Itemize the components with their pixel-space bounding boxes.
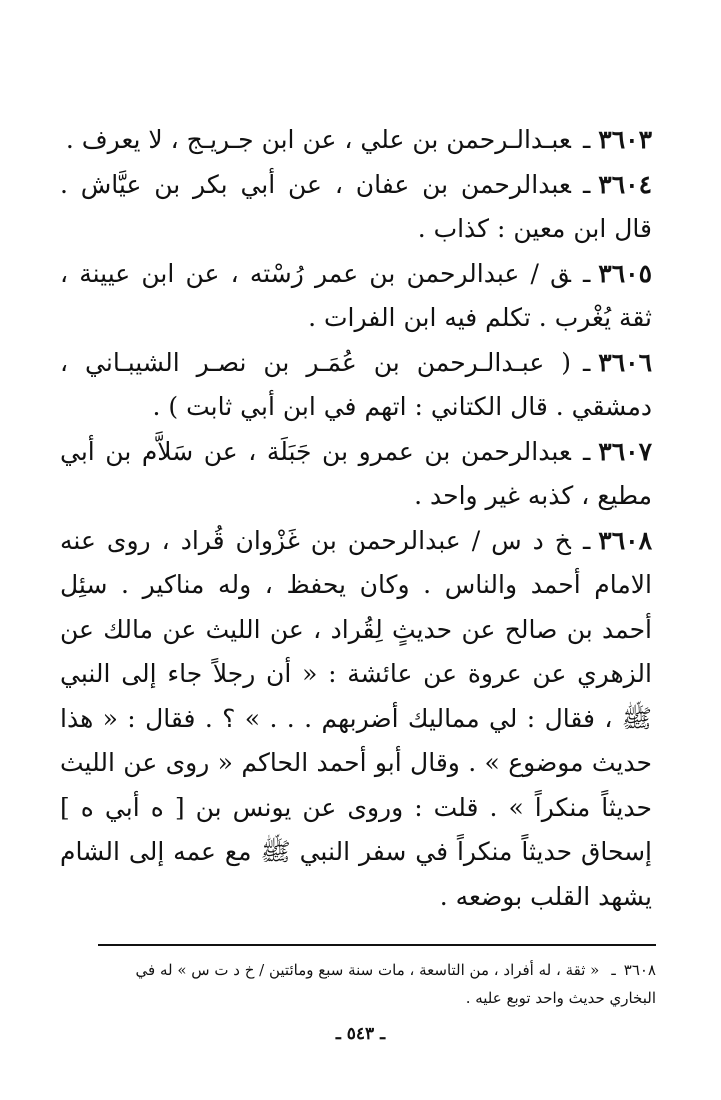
entry-3608 <box>60 519 652 920</box>
entry-dash: ـ <box>582 347 591 377</box>
entry-number: ٣٦٠٣ <box>598 125 652 154</box>
page-number: ـ ٥٤٣ ـ <box>335 1024 386 1044</box>
entry-3604 <box>60 163 652 252</box>
footnote <box>98 956 656 1012</box>
entry-3606 <box>60 341 652 430</box>
entry-number: ٣٦٠٨ <box>598 525 652 555</box>
entry-3607 <box>60 430 652 519</box>
entry-text: ( عبـدالـرحمن بن عُمَـر بن نصـر الشيبـاني ، دمشقي . قال الكتاني : اتهم في ابن أبي ثابت ) . <box>60 347 652 421</box>
entry-dash: ـ <box>582 436 591 466</box>
entry-text: ق / عبدالرحمن بن عمر رُسْته ، عن ابن عيينة ، ثقة يُغْرب . تكلم فيه ابن الفرات . <box>60 258 652 332</box>
entry-3605 <box>60 252 652 341</box>
entry-number: ٣٦٠٥ <box>598 258 652 288</box>
entry-dash: ـ <box>582 525 591 555</box>
entry-number: ٣٦٠٦ <box>598 347 652 377</box>
entry-text: عبـدالـرحمن بن علي ، عن ابن جـريـج ، لا يعرف . <box>65 125 571 154</box>
entry-number: ٣٦٠٤ <box>598 169 652 199</box>
entry-dash: ـ <box>582 125 591 154</box>
entry-dash: ـ <box>582 258 591 288</box>
entry-dash: ـ <box>582 169 591 199</box>
footnote-dash: ـ <box>611 961 616 979</box>
footnote-number: ٣٦٠٨ <box>623 961 656 979</box>
entry-number: ٣٦٠٧ <box>598 436 652 466</box>
footnote-text: « ثقة ، له أفراد ، من التاسعة ، مات سنة سبع ومائتين / خ د ت س » له في البخاري حديث واحد توبع عليه . <box>135 961 656 1007</box>
entry-text: عبدالرحمن بن عفان ، عن أبي بكر بن عيَّاش . قال ابن معين : كذاب . <box>60 169 652 243</box>
entry-text: خ د س / عبدالرحمن بن غَزْوان قُراد ، روى عنه الامام أحمد والناس . وكان يحفظ ، وله مناكير . سئِل أحمد بن صالح عن حديثٍ لِقُراد ، عن الليث عن مالك عن الزهري عن عروة عن عائشة : « أن رجلاً جاء إلى النبي ﷺ ، فقال : لي مماليك أضربهم . . . » ؟ . فقال : « هذا حديث موضوع » . وقال أبو أحمد الحاكم « روى عن الليث حديثاً منكراً » . قلت : وروى عن يونس بن [ ه أبي ه ] إسحاق حديثاً منكراً في سفر النبي ﷺ مع عمه إلى الشام يشهد القلب بوضعه . <box>60 525 652 911</box>
footnote-divider <box>98 944 656 946</box>
main-text <box>60 118 652 919</box>
entry-text: عبدالرحمن بن عمرو بن جَبَلَة ، عن سَلاَّم بن أبي مطيع ، كذبه غير واحد . <box>60 436 652 510</box>
entry-3603 <box>60 118 652 163</box>
